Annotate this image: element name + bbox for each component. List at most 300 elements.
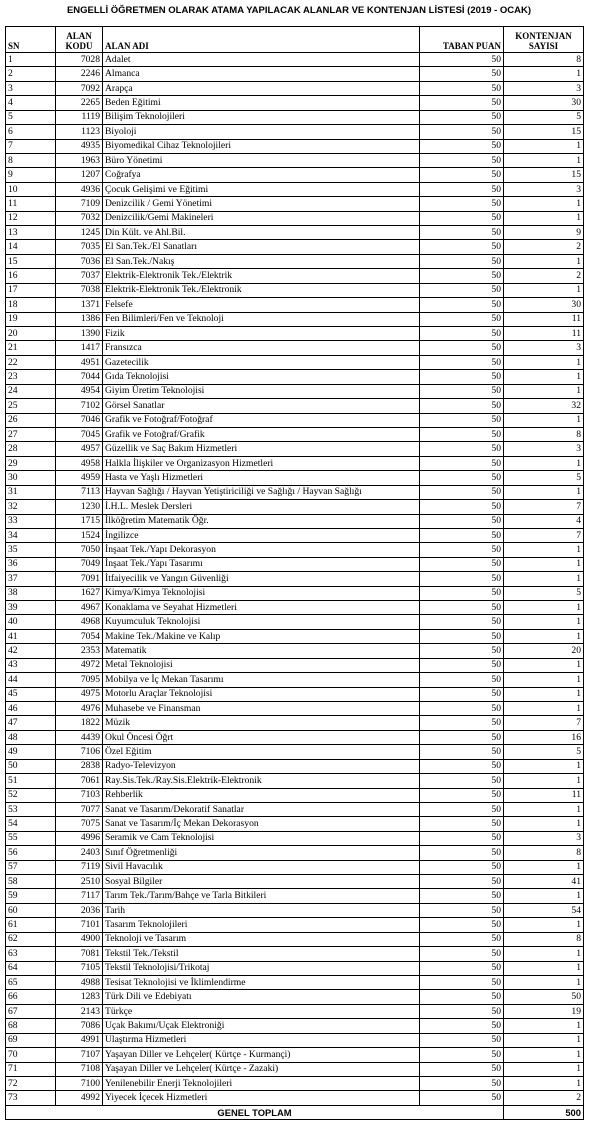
row-alan-kodu: 1386 (56, 312, 103, 326)
row-kontenjan: 2 (504, 1091, 584, 1105)
row-kontenjan: 16 (504, 730, 584, 744)
row-kontenjan: 1 (504, 1076, 584, 1090)
table-row (6, 730, 584, 744)
row-sn: 21 (6, 341, 56, 355)
row-kontenjan: 1 (504, 355, 584, 369)
row-taban-puan: 50 (420, 802, 504, 816)
header-taban-puan: TABAN PUAN (420, 27, 504, 53)
row-sn: 35 (6, 543, 56, 557)
row-alan-adi: Fen Bilimleri/Fen ve Teknoloji (103, 312, 420, 326)
table-row (6, 182, 584, 196)
table-row (6, 774, 584, 788)
row-alan-adi: Tesisat Teknolojisi ve İklimlendirme (103, 976, 420, 990)
row-kontenjan: 20 (504, 644, 584, 658)
row-alan-adi: Arapça (103, 81, 420, 95)
row-sn: 62 (6, 932, 56, 946)
row-kontenjan: 50 (504, 990, 584, 1004)
row-alan-adi: Yiyecek İçecek Hizmetleri (103, 1091, 420, 1105)
row-kontenjan: 8 (504, 53, 584, 67)
row-taban-puan: 50 (420, 1076, 504, 1090)
row-alan-adi: İ.H.L. Meslek Dersleri (103, 500, 420, 514)
row-sn: 57 (6, 860, 56, 874)
table-row (6, 355, 584, 369)
table-row (6, 831, 584, 845)
row-alan-kodu: 4996 (56, 831, 103, 845)
row-alan-adi: Sosyal Bilgiler (103, 875, 420, 889)
row-kontenjan: 7 (504, 528, 584, 542)
row-alan-kodu: 1963 (56, 153, 103, 167)
table-row (6, 341, 584, 355)
table-row (6, 413, 584, 427)
table-row (6, 211, 584, 225)
row-taban-puan: 50 (420, 96, 504, 110)
row-sn: 16 (6, 269, 56, 283)
table-row (6, 875, 584, 889)
row-alan-kodu: 4967 (56, 601, 103, 615)
table-row (6, 399, 584, 413)
row-taban-puan: 50 (420, 298, 504, 312)
row-sn: 43 (6, 658, 56, 672)
table-row (6, 485, 584, 499)
row-alan-adi: Teknoloji ve Tasarım (103, 932, 420, 946)
row-taban-puan: 50 (420, 831, 504, 845)
row-alan-adi: Tarım Tek./Tarım/Bahçe ve Tarla Bitkileri (103, 889, 420, 903)
row-alan-adi: Görsel Sanatlar (103, 399, 420, 413)
row-sn: 59 (6, 889, 56, 903)
row-kontenjan: 5 (504, 586, 584, 600)
row-taban-puan: 50 (420, 110, 504, 124)
row-kontenjan: 8 (504, 427, 584, 441)
row-taban-puan: 50 (420, 601, 504, 615)
row-taban-puan: 50 (420, 1062, 504, 1076)
row-alan-adi: İngilizce (103, 528, 420, 542)
total-label: GENEL TOPLAM (6, 1105, 504, 1119)
row-kontenjan: 1 (504, 658, 584, 672)
row-taban-puan: 50 (420, 673, 504, 687)
row-sn: 32 (6, 500, 56, 514)
row-alan-kodu: 1822 (56, 716, 103, 730)
row-sn: 72 (6, 1076, 56, 1090)
row-sn: 52 (6, 788, 56, 802)
row-alan-kodu: 4972 (56, 658, 103, 672)
row-alan-kodu: 4936 (56, 182, 103, 196)
row-kontenjan: 3 (504, 81, 584, 95)
row-kontenjan: 1 (504, 254, 584, 268)
total-value: 500 (504, 1105, 584, 1119)
row-alan-kodu: 1715 (56, 514, 103, 528)
row-kontenjan: 1 (504, 139, 584, 153)
row-kontenjan: 5 (504, 471, 584, 485)
row-alan-kodu: 7102 (56, 399, 103, 413)
row-sn: 42 (6, 644, 56, 658)
row-alan-adi: Grafik ve Fotoğraf/Grafik (103, 427, 420, 441)
row-sn: 14 (6, 240, 56, 254)
row-sn: 1 (6, 53, 56, 67)
row-alan-adi: Almanca (103, 67, 420, 81)
row-alan-adi: Sınıf Öğretmenliği (103, 846, 420, 860)
row-taban-puan: 50 (420, 211, 504, 225)
quota-table (5, 26, 584, 1120)
table-row (6, 557, 584, 571)
table-row (6, 976, 584, 990)
row-taban-puan: 50 (420, 629, 504, 643)
table-row (6, 370, 584, 384)
row-kontenjan: 1 (504, 701, 584, 715)
row-alan-kodu: 4959 (56, 471, 103, 485)
row-kontenjan: 5 (504, 745, 584, 759)
row-kontenjan: 1 (504, 197, 584, 211)
row-alan-adi: Hayvan Sağlığı / Hayvan Yetiştiriciliği ve Sağlığı / Hayvan Sağlığı (103, 485, 420, 499)
row-kontenjan: 1 (504, 918, 584, 932)
table-row (6, 673, 584, 687)
row-taban-puan: 50 (420, 932, 504, 946)
row-sn: 23 (6, 370, 56, 384)
document-title: ENGELLİ ÖĞRETMEN OLARAK ATAMA YAPILACAK ALANLAR VE KONTENJAN LİSTESİ (2019 - OCAK) (66, 5, 532, 16)
row-kontenjan: 32 (504, 399, 584, 413)
row-alan-adi: Seramik ve Cam Teknolojisi (103, 831, 420, 845)
row-alan-kodu: 7108 (56, 1062, 103, 1076)
row-alan-kodu: 7106 (56, 745, 103, 759)
header-alan-adi: ALAN ADI (103, 27, 420, 53)
row-alan-kodu: 4992 (56, 1091, 103, 1105)
row-taban-puan: 50 (420, 990, 504, 1004)
row-sn: 24 (6, 384, 56, 398)
row-sn: 29 (6, 456, 56, 470)
row-alan-kodu: 2353 (56, 644, 103, 658)
row-sn: 11 (6, 197, 56, 211)
row-sn: 61 (6, 918, 56, 932)
row-alan-adi: Büro Yönetimi (103, 153, 420, 167)
row-kontenjan: 1 (504, 211, 584, 225)
table-row (6, 788, 584, 802)
row-taban-puan: 50 (420, 226, 504, 240)
table-row (6, 817, 584, 831)
row-alan-adi: Türkçe (103, 1004, 420, 1018)
table-row (6, 427, 584, 441)
row-taban-puan: 50 (420, 976, 504, 990)
row-sn: 25 (6, 399, 56, 413)
row-kontenjan: 1 (504, 572, 584, 586)
row-alan-kodu: 4951 (56, 355, 103, 369)
table-row (6, 615, 584, 629)
row-taban-puan: 50 (420, 341, 504, 355)
row-sn: 7 (6, 139, 56, 153)
row-kontenjan: 7 (504, 716, 584, 730)
row-alan-adi: Biyomedikal Cihaz Teknolojileri (103, 139, 420, 153)
row-alan-kodu: 7077 (56, 802, 103, 816)
row-taban-puan: 50 (420, 716, 504, 730)
row-kontenjan: 1 (504, 629, 584, 643)
row-kontenjan: 1 (504, 860, 584, 874)
row-taban-puan: 50 (420, 687, 504, 701)
row-kontenjan: 3 (504, 831, 584, 845)
row-alan-adi: Denizcilik / Gemi Yönetimi (103, 197, 420, 211)
row-alan-kodu: 1417 (56, 341, 103, 355)
row-alan-adi: Ray.Sis.Tek./Ray.Sis.Elektrik-Elektronik (103, 774, 420, 788)
row-taban-puan: 50 (420, 485, 504, 499)
row-alan-kodu: 7035 (56, 240, 103, 254)
row-sn: 54 (6, 817, 56, 831)
row-alan-kodu: 4976 (56, 701, 103, 715)
row-alan-adi: İtfaiyecilik ve Yangın Güvenliği (103, 572, 420, 586)
row-sn: 8 (6, 153, 56, 167)
row-taban-puan: 50 (420, 456, 504, 470)
row-taban-puan: 50 (420, 788, 504, 802)
row-alan-adi: Grafik ve Fotoğraf/Fotoğraf (103, 413, 420, 427)
row-alan-adi: Metal Teknolojisi (103, 658, 420, 672)
row-taban-puan: 50 (420, 471, 504, 485)
row-kontenjan: 1 (504, 1062, 584, 1076)
row-alan-kodu: 1283 (56, 990, 103, 1004)
table-row (6, 961, 584, 975)
row-kontenjan: 8 (504, 932, 584, 946)
row-taban-puan: 50 (420, 658, 504, 672)
row-alan-kodu: 4991 (56, 1033, 103, 1047)
row-kontenjan: 11 (504, 312, 584, 326)
row-sn: 55 (6, 831, 56, 845)
row-alan-adi: Tarih (103, 903, 420, 917)
row-taban-puan: 50 (420, 427, 504, 441)
row-alan-adi: Denizcilik/Gemi Makineleri (103, 211, 420, 225)
row-taban-puan: 50 (420, 254, 504, 268)
row-kontenjan: 1 (504, 817, 584, 831)
row-alan-adi: Muhasebe ve Finansman (103, 701, 420, 715)
row-kontenjan: 1 (504, 456, 584, 470)
row-taban-puan: 50 (420, 413, 504, 427)
row-kontenjan: 1 (504, 413, 584, 427)
table-row (6, 860, 584, 874)
row-sn: 49 (6, 745, 56, 759)
row-sn: 5 (6, 110, 56, 124)
row-kontenjan: 1 (504, 615, 584, 629)
table-row (6, 442, 584, 456)
row-kontenjan: 15 (504, 125, 584, 139)
table-row (6, 846, 584, 860)
row-sn: 60 (6, 903, 56, 917)
row-kontenjan: 4 (504, 514, 584, 528)
table-header-row (6, 27, 584, 53)
row-alan-adi: Müzik (103, 716, 420, 730)
row-sn: 26 (6, 413, 56, 427)
row-alan-kodu: 1123 (56, 125, 103, 139)
row-taban-puan: 50 (420, 615, 504, 629)
row-alan-adi: Tasarım Teknolojileri (103, 918, 420, 932)
row-sn: 50 (6, 759, 56, 773)
row-sn: 64 (6, 961, 56, 975)
row-taban-puan: 50 (420, 168, 504, 182)
row-sn: 56 (6, 846, 56, 860)
row-sn: 28 (6, 442, 56, 456)
row-taban-puan: 50 (420, 355, 504, 369)
row-sn: 2 (6, 67, 56, 81)
table-row (6, 1004, 584, 1018)
row-alan-kodu: 7100 (56, 1076, 103, 1090)
row-alan-kodu: 1390 (56, 327, 103, 341)
row-alan-adi: İnşaat Tek./Yapı Dekorasyon (103, 543, 420, 557)
row-taban-puan: 50 (420, 327, 504, 341)
row-taban-puan: 50 (420, 312, 504, 326)
row-kontenjan: 1 (504, 153, 584, 167)
row-taban-puan: 50 (420, 543, 504, 557)
table-row (6, 947, 584, 961)
row-taban-puan: 50 (420, 1004, 504, 1018)
row-alan-kodu: 7086 (56, 1019, 103, 1033)
row-alan-kodu: 2838 (56, 759, 103, 773)
row-alan-adi: Tekstil Tek./Tekstil (103, 947, 420, 961)
row-taban-puan: 50 (420, 947, 504, 961)
row-kontenjan: 11 (504, 327, 584, 341)
row-alan-kodu: 7038 (56, 283, 103, 297)
table-row (6, 629, 584, 643)
row-sn: 66 (6, 990, 56, 1004)
table-row (6, 125, 584, 139)
table-row (6, 889, 584, 903)
row-alan-adi: Halkla İlişkiler ve Organizasyon Hizmetleri (103, 456, 420, 470)
row-alan-adi: Matematik (103, 644, 420, 658)
row-alan-kodu: 4439 (56, 730, 103, 744)
row-sn: 9 (6, 168, 56, 182)
row-alan-adi: Mobilya ve İç Mekan Tasarımı (103, 673, 420, 687)
row-alan-kodu: 7109 (56, 197, 103, 211)
row-alan-adi: Giyim Üretim Teknolojisi (103, 384, 420, 398)
row-alan-kodu: 7049 (56, 557, 103, 571)
row-sn: 17 (6, 283, 56, 297)
row-alan-adi: Sivil Havacılık (103, 860, 420, 874)
row-alan-adi: Felsefe (103, 298, 420, 312)
row-kontenjan: 54 (504, 903, 584, 917)
row-sn: 65 (6, 976, 56, 990)
row-alan-kodu: 7113 (56, 485, 103, 499)
table-row (6, 759, 584, 773)
table-row (6, 153, 584, 167)
row-alan-adi: Biyoloji (103, 125, 420, 139)
row-alan-adi: Adalet (103, 53, 420, 67)
row-sn: 73 (6, 1091, 56, 1105)
row-alan-kodu: 7036 (56, 254, 103, 268)
row-sn: 22 (6, 355, 56, 369)
row-sn: 53 (6, 802, 56, 816)
row-sn: 67 (6, 1004, 56, 1018)
row-alan-kodu: 2143 (56, 1004, 103, 1018)
row-sn: 6 (6, 125, 56, 139)
row-sn: 48 (6, 730, 56, 744)
row-taban-puan: 50 (420, 67, 504, 81)
row-alan-adi: Yaşayan Diller ve Lehçeler( Kürtçe - Zazaki) (103, 1062, 420, 1076)
row-alan-kodu: 7050 (56, 543, 103, 557)
row-sn: 51 (6, 774, 56, 788)
row-taban-puan: 50 (420, 961, 504, 975)
row-alan-kodu: 1524 (56, 528, 103, 542)
row-kontenjan: 1 (504, 601, 584, 615)
row-taban-puan: 50 (420, 730, 504, 744)
row-taban-puan: 50 (420, 442, 504, 456)
row-kontenjan: 1 (504, 485, 584, 499)
row-alan-adi: El San.Tek./Nakış (103, 254, 420, 268)
row-kontenjan: 1 (504, 961, 584, 975)
row-alan-kodu: 1371 (56, 298, 103, 312)
row-alan-adi: Sanat ve Tasarım/Dekoratif Sanatlar (103, 802, 420, 816)
row-taban-puan: 50 (420, 846, 504, 860)
row-alan-adi: Elektrik-Elektronik Tek./Elektronik (103, 283, 420, 297)
header-alan-kodu-line2: KODU (65, 41, 93, 51)
row-alan-kodu: 7046 (56, 413, 103, 427)
row-alan-adi: Hasta ve Yaşlı Hizmetleri (103, 471, 420, 485)
row-taban-puan: 50 (420, 269, 504, 283)
row-alan-kodu: 1207 (56, 168, 103, 182)
row-kontenjan: 3 (504, 341, 584, 355)
row-kontenjan: 1 (504, 687, 584, 701)
table-row (6, 197, 584, 211)
row-alan-kodu: 7105 (56, 961, 103, 975)
table-row (6, 1048, 584, 1062)
row-kontenjan: 5 (504, 110, 584, 124)
table-row (6, 471, 584, 485)
row-sn: 58 (6, 875, 56, 889)
table-row (6, 644, 584, 658)
row-alan-adi: Kuyumculuk Teknolojisi (103, 615, 420, 629)
row-kontenjan: 3 (504, 442, 584, 456)
row-taban-puan: 50 (420, 860, 504, 874)
row-sn: 44 (6, 673, 56, 687)
row-sn: 4 (6, 96, 56, 110)
row-sn: 68 (6, 1019, 56, 1033)
table-row (6, 514, 584, 528)
row-kontenjan: 41 (504, 875, 584, 889)
row-kontenjan: 1 (504, 1048, 584, 1062)
row-taban-puan: 50 (420, 370, 504, 384)
row-sn: 20 (6, 327, 56, 341)
row-alan-adi: Uçak Bakımı/Uçak Elektroniği (103, 1019, 420, 1033)
row-taban-puan: 50 (420, 903, 504, 917)
row-kontenjan: 1 (504, 67, 584, 81)
row-alan-kodu: 2510 (56, 875, 103, 889)
row-taban-puan: 50 (420, 125, 504, 139)
header-kontenjan (504, 27, 584, 53)
row-kontenjan: 1 (504, 947, 584, 961)
header-alan-kodu (56, 27, 103, 53)
row-sn: 10 (6, 182, 56, 196)
row-kontenjan: 2 (504, 269, 584, 283)
row-kontenjan: 1 (504, 774, 584, 788)
table-row (6, 1076, 584, 1090)
row-alan-adi: İnşaat Tek./Yapı Tasarımı (103, 557, 420, 571)
table-row (6, 81, 584, 95)
row-sn: 13 (6, 226, 56, 240)
row-alan-kodu: 7095 (56, 673, 103, 687)
row-taban-puan: 50 (420, 153, 504, 167)
table-row (6, 1062, 584, 1076)
row-kontenjan: 30 (504, 96, 584, 110)
row-sn: 37 (6, 572, 56, 586)
row-sn: 31 (6, 485, 56, 499)
row-taban-puan: 50 (420, 701, 504, 715)
row-taban-puan: 50 (420, 139, 504, 153)
table-row (6, 1091, 584, 1105)
row-sn: 38 (6, 586, 56, 600)
table-row (6, 96, 584, 110)
table-row (6, 384, 584, 398)
row-sn: 69 (6, 1033, 56, 1047)
table-row (6, 67, 584, 81)
row-alan-kodu: 7032 (56, 211, 103, 225)
row-sn: 3 (6, 81, 56, 95)
table-body (6, 53, 584, 1106)
row-taban-puan: 50 (420, 745, 504, 759)
row-taban-puan: 50 (420, 500, 504, 514)
row-sn: 19 (6, 312, 56, 326)
row-taban-puan: 50 (420, 586, 504, 600)
row-sn: 41 (6, 629, 56, 643)
